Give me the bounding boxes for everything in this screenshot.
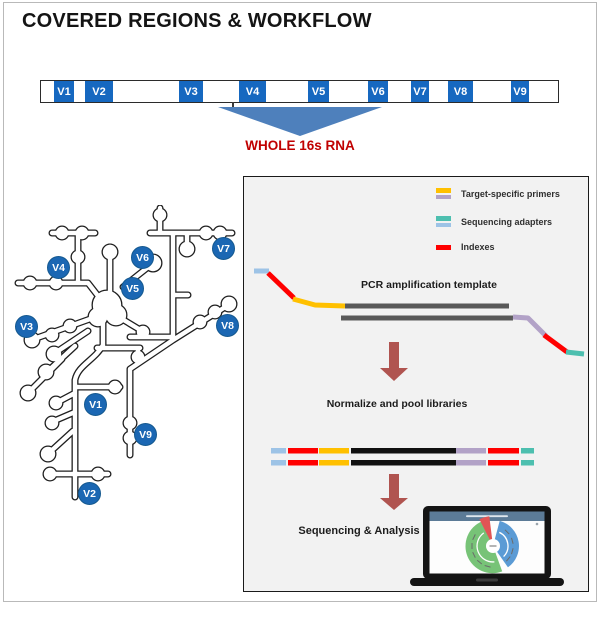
region-v4: V4: [239, 81, 266, 102]
structure-badge-v7: V7: [212, 237, 235, 260]
funnel-arrow-icon: [205, 102, 395, 142]
legend-label: Sequencing adapters: [461, 216, 553, 227]
gene-region-bar: [40, 80, 559, 103]
region-v1: V1: [54, 81, 74, 102]
region-v2: V2: [85, 81, 113, 102]
legend-label: Target-specific primers: [461, 188, 560, 199]
pooled-library-bars: [271, 448, 534, 466]
region-v3: V3: [179, 81, 203, 102]
region-v5: V5: [308, 81, 329, 102]
primer-swatch-icon: [436, 188, 451, 199]
adapter-swatch-icon: [436, 216, 451, 227]
region-v8: V8: [448, 81, 473, 102]
structure-badge-v2: V2: [78, 482, 101, 505]
region-v9: V9: [511, 81, 529, 102]
legend-item-primers: [436, 188, 560, 199]
legend-item-adapters: [436, 216, 552, 227]
structure-badge-v1: V1: [84, 393, 107, 416]
step-label-normalize: Normalize and pool libraries: [326, 398, 468, 410]
down-arrow-1: [380, 342, 408, 381]
down-arrow-2: [380, 474, 408, 510]
step-label-pcr: PCR amplification template: [361, 279, 497, 291]
legend-label: Indexes: [461, 242, 495, 252]
structure-badge-v8: V8: [216, 314, 239, 337]
funnel-label: WHOLE 16s RNA: [245, 138, 355, 153]
laptop-icon: [410, 506, 564, 586]
index-swatch-icon: [436, 245, 451, 250]
region-v7: V7: [411, 81, 429, 102]
structure-badge-v5: V5: [121, 277, 144, 300]
structure-badge-v3: V3: [15, 315, 38, 338]
legend-item-indexes: [436, 242, 495, 252]
step-label-sequencing: Sequencing & Analysis: [298, 525, 420, 537]
structure-badge-v9: V9: [134, 423, 157, 446]
page-title: COVERED REGIONS & WORKFLOW: [22, 10, 372, 32]
workflow-panel: [243, 176, 589, 592]
structure-badge-v6: V6: [131, 246, 154, 269]
region-v6: V6: [368, 81, 388, 102]
structure-badge-v4: V4: [47, 256, 70, 279]
